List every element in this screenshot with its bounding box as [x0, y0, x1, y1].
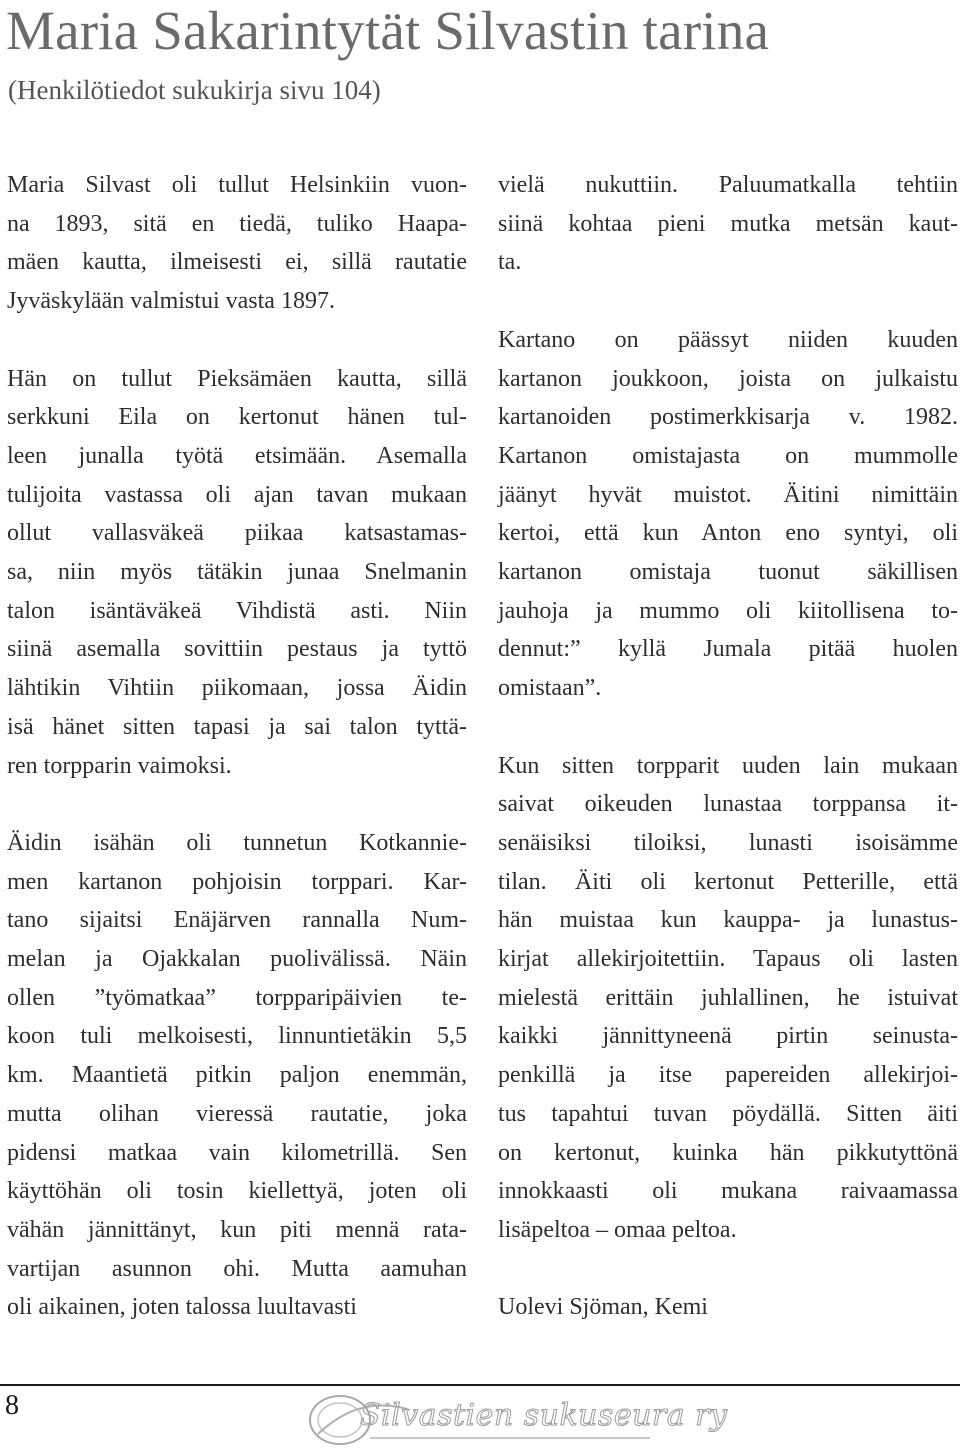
- text-line: melan ja Ojakkalan puolivälissä. Näin: [7, 946, 467, 973]
- text-line: na 1893, sitä en tiedä, tuliko Haapa-: [7, 210, 467, 237]
- text-line: lähtikin Vihtiin piikomaan, jossa Äidin: [7, 675, 467, 702]
- paragraph: [498, 321, 958, 708]
- society-logo-text: Silvastien sukuseura ry: [360, 1398, 728, 1433]
- text-line: kartanoiden postimerkkisarja v. 1982.: [498, 404, 958, 431]
- text-line: mielestä erittäin juhlallinen, he istuivat: [498, 984, 958, 1011]
- text-line: siinä asemalla sovittiin pestaus ja tyttö: [7, 636, 467, 663]
- paragraph: [498, 166, 958, 282]
- paragraph: [7, 360, 467, 786]
- text-line: Kun sitten torpparit uuden lain mukaan: [498, 752, 958, 779]
- text-line: penkillä ja itse papereiden allekirjoi-: [498, 1062, 958, 1089]
- text-line: kartanon joukkoon, joista on julkaistu: [498, 365, 958, 392]
- text-line: vähän jännittänyt, kun piti mennä rata-: [7, 1216, 467, 1243]
- text-line: siinä kohtaa pieni mutka metsän kaut-: [498, 210, 958, 237]
- text-line: hän muistaa kun kauppa- ja lunastus-: [498, 907, 958, 934]
- text-line: km. Maantietä pitkin paljon enemmän,: [7, 1062, 467, 1089]
- text-line: kertoi, että kun Anton eno syntyi, oli: [498, 520, 958, 547]
- text-line: sa, niin myös tätäkin junaa Snelmanin: [7, 559, 467, 586]
- society-logo: [300, 1390, 728, 1448]
- text-line: tus tapahtui tuvan pöydällä. Sitten äiti: [498, 1100, 958, 1127]
- text-line: oli aikainen, joten talossa luultavasti: [7, 1294, 357, 1321]
- text-line: ren torpparin vaimoksi.: [7, 752, 232, 779]
- text-line: Hän on tullut Pieksämäen kautta, sillä: [7, 365, 467, 392]
- text-line: tulijoita vastassa oli ajan tavan mukaan: [7, 481, 467, 508]
- text-line: Uolevi Sjöman, Kemi: [498, 1294, 708, 1321]
- paragraph: [7, 166, 467, 321]
- text-line: kartanon omistaja tuonut säkillisen: [498, 559, 958, 586]
- text-line: ollut vallasväkeä piikaa katsastamas-: [7, 520, 467, 547]
- text-line: Maria Silvast oli tullut Helsinkiin vuon-: [7, 172, 467, 198]
- text-line: kaikki jännittyneenä pirtin seinusta-: [498, 1023, 958, 1050]
- text-line: tano sijaitsi Enäjärven rannalla Num-: [7, 907, 467, 934]
- text-line: serkkuni Eila on kertonut hänen tul-: [7, 404, 467, 431]
- text-line: käyttöhän oli tosin kiellettyä, joten oli: [7, 1178, 467, 1205]
- text-line: jäänyt hyvät muistot. Äitini nimittäin: [498, 481, 958, 508]
- paragraph: [498, 1288, 958, 1327]
- text-line: omistaan”.: [498, 675, 602, 702]
- text-line: lisäpeltoa – omaa peltoa.: [498, 1216, 737, 1243]
- text-line: vielä nukuttiin. Paluumatkalla tehtiin: [498, 172, 958, 198]
- text-line: innokkaasti oli mukana raivaamassa: [498, 1178, 958, 1205]
- left-column: [7, 166, 467, 1366]
- text-line: mäen kautta, ilmeisesti ei, sillä rautatie: [7, 249, 467, 276]
- paragraph: [7, 824, 467, 1327]
- text-line: jauhoja ja mummo oli kiitollisena to-: [498, 597, 958, 624]
- page-subtitle: (Henkilötiedot sukukirja sivu 104): [8, 75, 381, 105]
- text-line: saivat oikeuden lunastaa torppansa it-: [498, 791, 958, 818]
- page-title: Maria Sakarintytät Silvastin tarina: [6, 0, 770, 61]
- text-line: Äidin isähän oli tunnetun Kotkannie-: [7, 829, 467, 856]
- text-line: tilan. Äiti oli kertonut Petterille, että: [498, 868, 958, 895]
- text-line: Kartanon omistajasta on mummolle: [498, 442, 958, 469]
- text-line: vartijan asunnon ohi. Mutta aamuhan: [7, 1255, 467, 1282]
- text-line: ollen ”työmatkaa” torpparipäivien te-: [7, 984, 467, 1011]
- page-number: 8: [5, 1390, 19, 1421]
- text-line: men kartanon pohjoisin torppari. Kar-: [7, 868, 467, 895]
- paragraph: [498, 747, 958, 1250]
- right-column: [498, 166, 958, 1366]
- text-line: Kartano on päässyt niiden kuuden: [498, 326, 958, 353]
- text-line: senäisiksi tiloiksi, lunasti isoisämme: [498, 829, 958, 856]
- text-line: dennut:” kyllä Jumala pitää huolen: [498, 636, 958, 663]
- text-line: Jyväskylään valmistui vasta 1897.: [7, 288, 335, 315]
- text-line: talon isäntäväkeä Vihdistä asti. Niin: [7, 597, 467, 624]
- text-line: mutta olihan vieressä rautatie, joka: [7, 1100, 467, 1127]
- text-line: koon tuli melkoisesti, linnuntietäkin 5,5: [7, 1023, 467, 1050]
- text-line: on kertonut, kuinka hän pikkutyttönä: [498, 1139, 958, 1166]
- text-line: leen junalla työtä etsimään. Asemalla: [7, 442, 467, 469]
- footer-divider: [0, 1384, 960, 1386]
- text-line: ta.: [498, 249, 522, 276]
- text-line: pidensi matkaa vain kilometrillä. Sen: [7, 1139, 467, 1166]
- text-line: kirjat allekirjoitettiin. Tapaus oli lasten: [498, 946, 958, 973]
- text-line: isä hänet sitten tapasi ja sai talon tyttä-: [7, 713, 467, 740]
